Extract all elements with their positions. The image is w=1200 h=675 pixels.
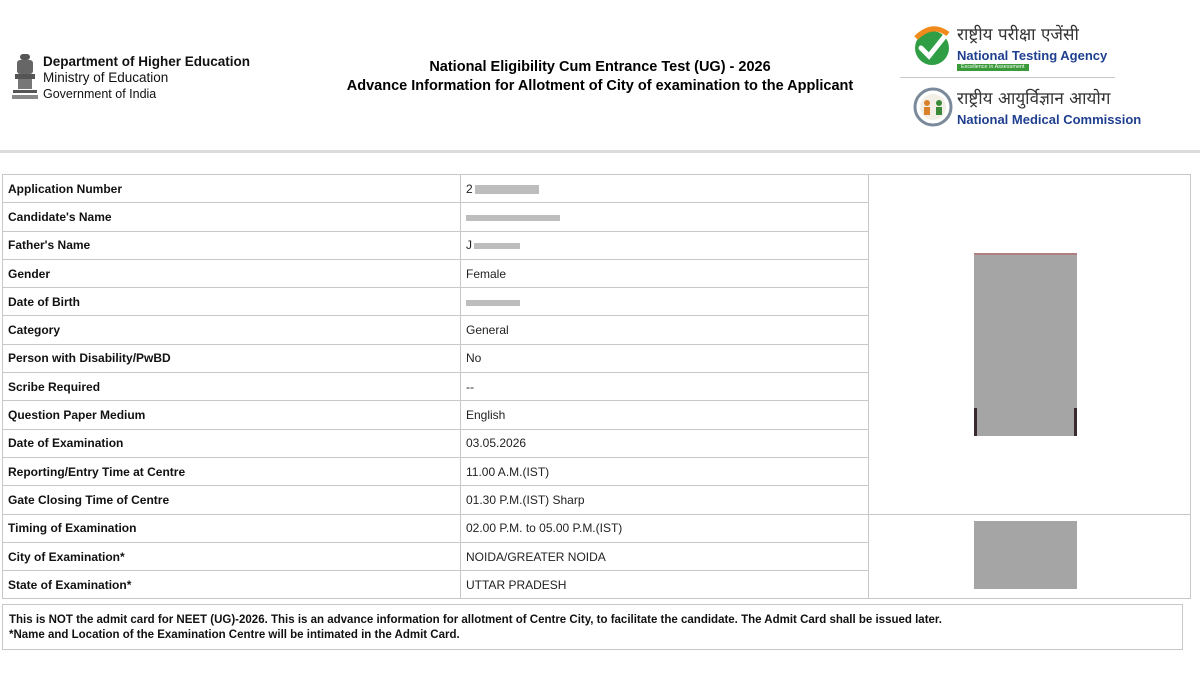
row-label: Father's Name [3,231,461,259]
row-value: 11.00 A.M.(IST) [461,457,869,485]
redaction-bar [466,215,560,221]
notice-line-1: This is NOT the admit card for NEET (UG)-2026. This is an advance information for allotment of Centre City, to facilitate the candidate. The Admit Card shall be issued later. [9,614,942,626]
row-label: Date of Birth [3,288,461,316]
photo-edge [974,408,977,436]
row-label: Scribe Required [3,373,461,401]
row-label: Date of Examination [3,429,461,457]
photo-edge [974,253,1077,255]
row-value: -- [461,373,869,401]
row-label: Timing of Examination [3,514,461,542]
father-name-value: J [466,238,472,253]
header-divider [0,150,1200,153]
row-value: UTTAR PRADESH [461,571,869,599]
logo-separator [900,77,1115,78]
page-header [0,0,1200,150]
row-label: Gate Closing Time of Centre [3,486,461,514]
row-label: Category [3,316,461,344]
row-value [461,203,869,231]
nta-tagline: Excellence in Assessment [957,64,1029,71]
government-name: Government of India [43,87,157,101]
row-value: NOIDA/GREATER NOIDA [461,542,869,570]
row-value: 02.00 P.M. to 05.00 P.M.(IST) [461,514,869,542]
row-value: General [461,316,869,344]
nta-hindi-name: राष्ट्रीय परीक्षा एजेंसी [957,25,1079,45]
row-value [461,288,869,316]
nmc-hindi-name: राष्ट्रीय आयुर्विज्ञान आयोग [957,89,1111,109]
row-value: 03.05.2026 [461,429,869,457]
notice-line-2: *Name and Location of the Examination Centre will be intimated in the Admit Card. [9,629,460,641]
notice-box [2,604,1183,650]
ministry-name: Ministry of Education [43,70,169,85]
candidate-signature-redacted [974,521,1077,589]
candidate-photo-redacted [974,253,1077,436]
nmc-english-name: National Medical Commission [957,112,1142,127]
row-label: City of Examination* [3,542,461,570]
title-line-2: Advance Information for Allotment of City of examination to the Applicant [346,78,854,94]
row-label: State of Examination* [3,571,461,599]
page-title [300,58,900,96]
redaction-bar [474,243,520,249]
department-name: Department of Higher Education [43,54,251,69]
row-label: Question Paper Medium [3,401,461,429]
row-value: No [461,344,869,372]
department-block [43,54,250,102]
nta-english-name: National Testing Agency [957,48,1108,63]
row-value [461,175,869,203]
row-value: English [461,401,869,429]
row-label: Reporting/Entry Time at Centre [3,457,461,485]
row-value: 01.30 P.M.(IST) Sharp [461,486,869,514]
row-label: Application Number [3,175,461,203]
row-value: Female [461,259,869,287]
redaction-bar [466,300,520,306]
nta-logo-icon [912,24,952,70]
ashoka-emblem-icon [12,52,38,102]
row-value [461,231,869,259]
row-label: Candidate's Name [3,203,461,231]
redaction-bar [475,185,539,194]
table-row [3,175,1191,203]
photo-edge [1074,408,1077,436]
row-label: Person with Disability/PwBD [3,344,461,372]
row-label: Gender [3,259,461,287]
application-number-value: 2 [466,181,473,196]
nmc-logo-icon [913,82,953,132]
title-line-1: National Eligibility Cum Entrance Test (UG) - 2026 [429,59,771,75]
